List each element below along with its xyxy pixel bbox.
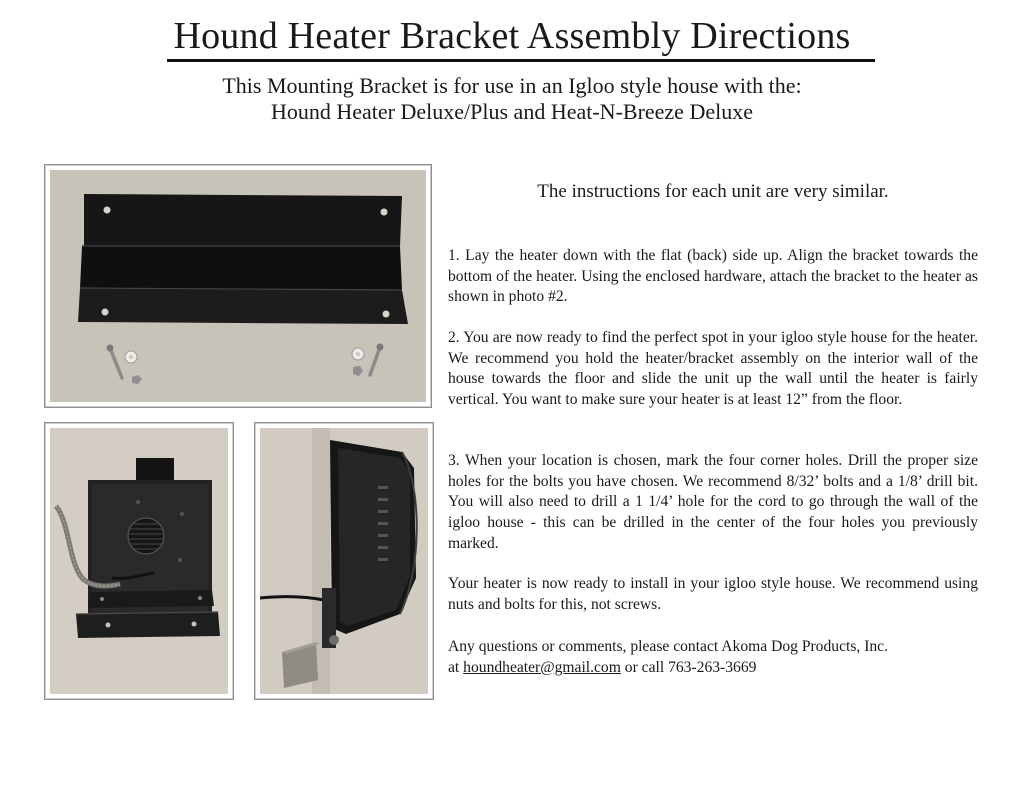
heater-back-photo-image (50, 428, 228, 694)
bracket-photo-image (50, 170, 426, 402)
title-underline (167, 59, 875, 62)
contact-line-2 (448, 658, 978, 679)
subtitle-line-2: Hound Heater Deluxe/Plus and Heat-N-Breeze Deluxe (271, 99, 753, 124)
photo-bracket-hardware (44, 164, 432, 408)
install-note: Your heater is now ready to install in your igloo style house. We recommend using nuts and bolts for this, not screws. (448, 575, 978, 613)
email-link[interactable]: houndheater@gmail.com (463, 658, 621, 676)
photo-heater-back (44, 422, 234, 700)
contact-suffix: or call 763-263-3669 (624, 658, 757, 676)
step-2-text: 2. You are now ready to find the perfect spot in your igloo style house for the heater. We recommend you hold the heater/bracket assembly on the interior wall of the house towards the floor and slide the unit up the wall until the heater is fairly vertical. You want to make sure your heater is at least 12” from the floor. (448, 329, 978, 409)
heater-side-photo-image (260, 428, 428, 694)
step-3-text: 3. When your location is chosen, mark the four corner holes. Drill the proper size holes for the bolts you have chosen. We recommend 8/32’ bolts and a 1/8’ drill bit. You will also need to drill a 1 1/4’ hole for the cord to go through the wall of the igloo house - this can be drilled in the center of the four holes you previously marked. (448, 452, 978, 552)
contact-prefix: at (448, 658, 460, 676)
step-1-text: 1. Lay the heater down with the flat (back) side up. Align the bracket towards the bottom of the heater. Using the enclosed hardware, attach the bracket to the heater as shown in photo #2. (448, 247, 978, 306)
page-title: Hound Heater Bracket Assembly Directions (173, 15, 851, 57)
contact-line-1: Any questions or comments, please contact Akoma Dog Products, Inc. (448, 638, 889, 655)
photo-heater-side (254, 422, 434, 700)
contact-block (448, 637, 978, 678)
subtitle-line-1: This Mounting Bracket is for use in an Igloo style house with the: (222, 73, 802, 98)
instructions-heading: The instructions for each unit are very similar. (537, 181, 889, 202)
